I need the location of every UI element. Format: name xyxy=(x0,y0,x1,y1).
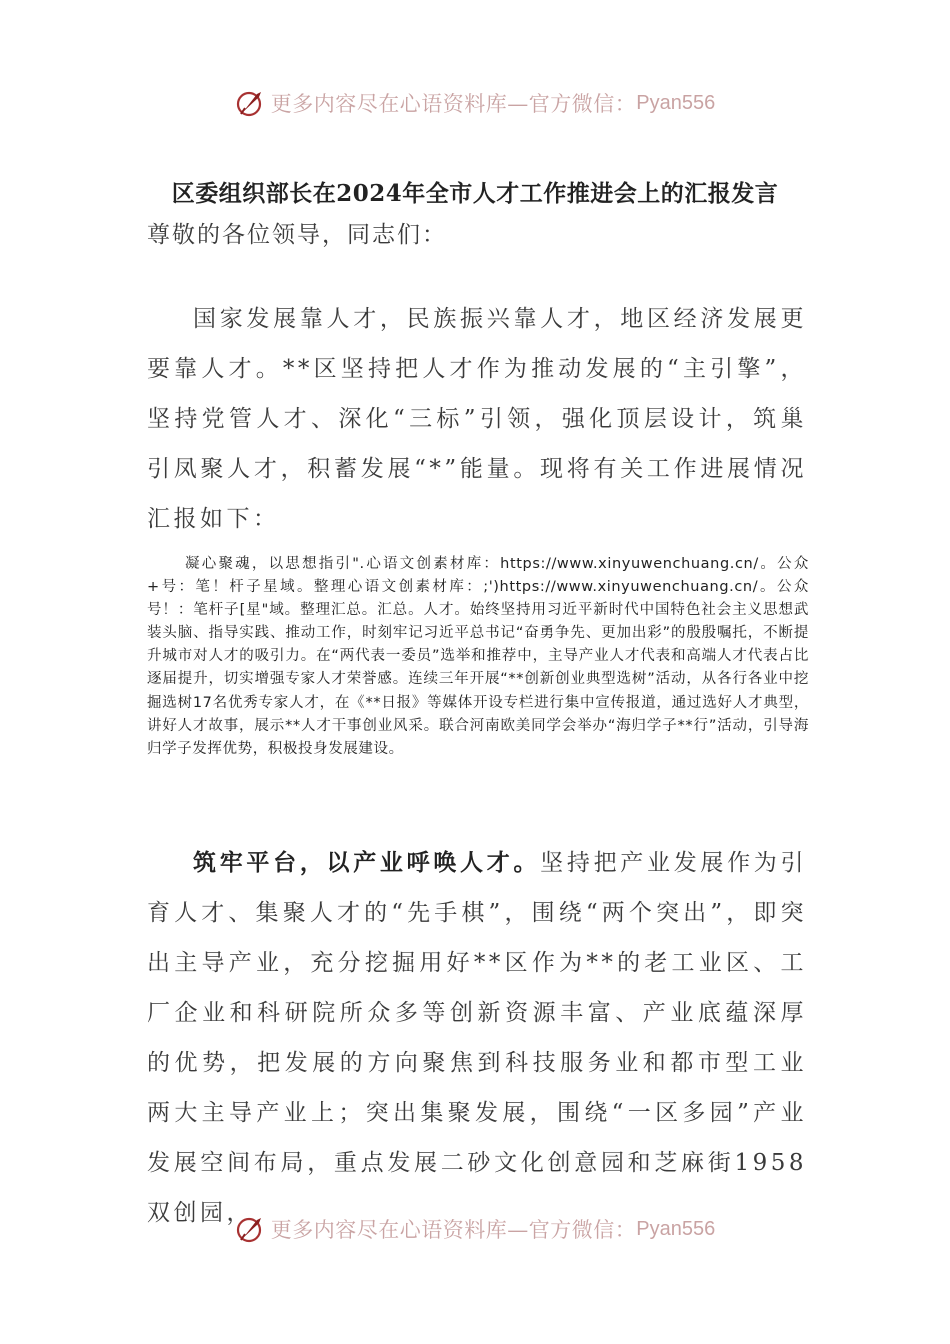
paragraph-platform-heading: 筑牢平台，以产业呼唤人才。 xyxy=(193,849,541,876)
footer-watermark xyxy=(0,1209,950,1249)
watermark-wechat-id: Pyan556 xyxy=(636,1217,716,1240)
watermark-wechat-id: Pyan556 xyxy=(636,91,716,114)
salutation: 尊敬的各位领导，同志们： xyxy=(147,222,447,248)
paragraph-intro: 国家发展靠人才，民族振兴靠人才，地区经济发展更要靠人才。**区坚持把人才作为推动发展的“主引擎”，坚持党管人才、深化“三标”引领，强化顶层设计，筑巢引凤聚人才，积蓄发展“*”能量。现将有关工作进展情况汇报如下： xyxy=(147,306,807,532)
header-watermark xyxy=(0,83,950,123)
quill-pen-logo-icon xyxy=(235,1214,265,1244)
watermark-text: 更多内容尽在心语资料库—官方微信： xyxy=(270,92,637,116)
paragraph-ideology: 凝心聚魂，以思想指引".心语文创素材库：https://www.xinyuwenchuang.cn/。公众+号：笔！杆子星域。整理心语文创素材库：;')https://www.xinyuwenchuang.cn/。公众号！：笔杆子[星"域。整理汇总。汇总。人才。始终坚持用习近平新时代中国特色社会主义思想武装头脑、指导实践、推动工作，时刻牢记习近平总书记“奋勇争先、更加出彩”的殷殷嘱托，不断提升城市对人才的吸引力。在“两代表一委员”选举和推荐中，主导产业人才代表和高端人才代表占比逐届提升，切实增强专家人才荣誉感。连续三年开展“**创新创业典型选树”活动，从各行各业中挖掘选树17名优秀专家人才，在《**日报》等媒体开设专栏进行集中宣传报道，通过选好人才典型，讲好人才故事，展示**人才干事创业风采。联合河南欧美同学会举办“海归学子**行”活动，引导海归学子发挥优势，积极投身发展建设。 xyxy=(147,556,809,757)
paragraph-platform-body: 坚持把产业发展作为引育人才、集聚人才的“先手棋”，围绕“两个突出”，即突出主导产业，充分挖掘用好**区作为**的老工业区、工厂企业和科研院所众多等创新资源丰富、产业底蕴深厚的优势，把发展的方向聚焦到科技服务业和都市型工业两大主导产业上；突出集聚发展，围绕“一区多园”产业发展空间布局，重点发展二砂文化创意园和芝麻街1958双创园， xyxy=(147,850,808,1226)
watermark-text: 更多内容尽在心语资料库—官方微信： xyxy=(270,1218,637,1242)
quill-pen-logo-icon xyxy=(235,88,265,118)
document-title: 区委组织部长在2024年全市人才工作推进会上的汇报发言 xyxy=(171,180,779,207)
paragraph-platform xyxy=(147,838,807,1238)
